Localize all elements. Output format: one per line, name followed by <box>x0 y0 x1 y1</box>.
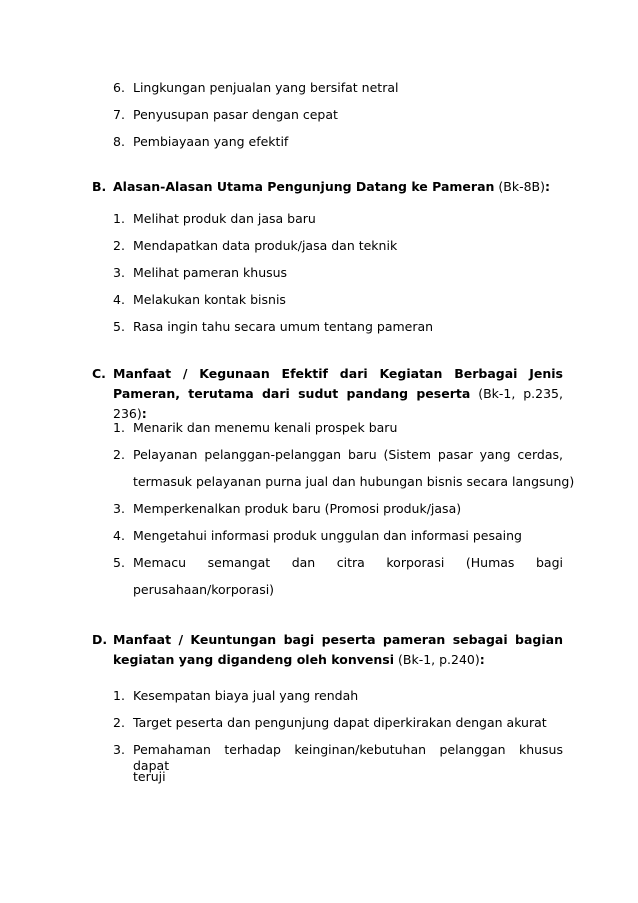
item-number: 7. <box>113 107 125 122</box>
item-text-continued: perusahaan/korporasi) <box>133 582 275 597</box>
item-text: Menarik dan menemu kenali prospek baru <box>133 420 398 435</box>
item-text: Melihat pameran khusus <box>133 265 288 280</box>
item-number: 3. <box>113 742 125 757</box>
section-letter: B. <box>92 179 107 194</box>
list-item <box>0 134 638 161</box>
item-text: Target peserta dan pengunjung dapat diperkirakan dengan akurat <box>133 715 547 730</box>
item-number: 1. <box>113 420 125 435</box>
section-letter: D. <box>92 632 108 647</box>
item-number: 1. <box>113 688 125 703</box>
list-item <box>0 319 638 346</box>
list-item <box>0 211 638 238</box>
item-number: 2. <box>113 447 125 462</box>
list-a-continued <box>0 80 638 161</box>
item-number: 2. <box>113 715 125 730</box>
item-text: Rasa ingin tahu secara umum tentang pameran <box>133 319 434 334</box>
list-item <box>0 80 638 107</box>
section-reference: (Bk-1, p.240) <box>394 652 480 667</box>
section-d-list <box>0 688 638 796</box>
section-b-heading <box>92 177 563 197</box>
section-title: Alasan-Alasan Utama Pengunjung Datang ke Pameran <box>113 179 495 194</box>
item-number: 4. <box>113 528 125 543</box>
item-text: Pembiayaan yang efektif <box>133 134 289 149</box>
section-c-heading <box>92 364 563 424</box>
section-colon: : <box>141 406 147 421</box>
item-text: Kesempatan biaya jual yang rendah <box>133 688 359 703</box>
item-text: Melakukan kontak bisnis <box>133 292 286 307</box>
section-colon: : <box>545 179 550 194</box>
section-b-list <box>0 211 638 346</box>
item-text: Melihat produk dan jasa baru <box>133 211 316 226</box>
item-text: Pelayanan pelanggan-pelanggan baru (Sistem pasar yang cerdas, <box>133 447 563 462</box>
item-text: Lingkungan penjualan yang bersifat netral <box>133 80 399 95</box>
section-letter: C. <box>92 366 106 381</box>
item-text-continued: termasuk pelayanan purna jual dan hubungan bisnis secara langsung) <box>133 474 575 489</box>
item-number: 8. <box>113 134 125 149</box>
list-item <box>0 501 638 528</box>
item-number: 2. <box>113 238 125 253</box>
item-text-continued: teruji <box>133 769 166 784</box>
list-item <box>0 292 638 319</box>
list-item <box>0 688 638 715</box>
item-text: Mendapatkan data produk/jasa dan teknik <box>133 238 398 253</box>
list-item <box>0 420 638 447</box>
item-text: Memacu semangat dan citra korporasi (Humas bagi <box>133 555 563 570</box>
item-number: 5. <box>113 555 125 570</box>
list-item <box>0 715 638 742</box>
section-title: Manfaat / Kegunaan Efektif dari Kegiatan Berbagai Jenis Pameran, terutama dari sudut pandang peserta <box>113 366 563 401</box>
section-d-heading <box>92 630 563 670</box>
item-number: 4. <box>113 292 125 307</box>
section-title: Manfaat / Keuntungan bagi peserta pameran sebagai bagian kegiatan yang digandeng oleh konvensi <box>113 632 563 667</box>
list-item <box>0 742 638 796</box>
list-item <box>0 265 638 292</box>
list-item <box>0 555 638 609</box>
item-text: Pemahaman terhadap keinginan/kebutuhan pelanggan khusus dapat <box>133 742 563 773</box>
list-item <box>0 238 638 265</box>
section-reference: (Bk-1, p.235, 236) <box>113 386 563 421</box>
item-text: Memperkenalkan produk baru (Promosi produk/jasa) <box>133 501 462 516</box>
item-text: Mengetahui informasi produk unggulan dan informasi pesaing <box>133 528 522 543</box>
item-number: 3. <box>113 265 125 280</box>
section-colon: : <box>479 652 485 667</box>
item-text: Penyusupan pasar dengan cepat <box>133 107 338 122</box>
item-number: 6. <box>113 80 125 95</box>
list-item <box>0 447 638 501</box>
item-number: 3. <box>113 501 125 516</box>
list-item <box>0 107 638 134</box>
list-item <box>0 528 638 555</box>
section-c-list <box>0 420 638 609</box>
item-number: 5. <box>113 319 125 334</box>
item-number: 1. <box>113 211 125 226</box>
section-reference: (Bk-8B) <box>494 179 545 194</box>
